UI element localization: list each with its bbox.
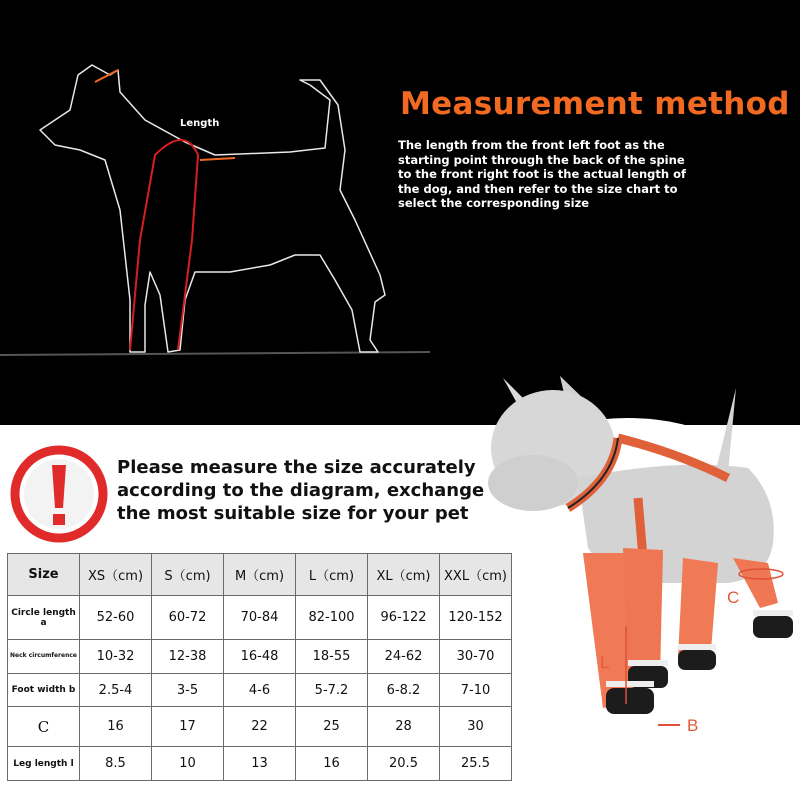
row-label: C (8, 707, 80, 747)
table-cell: 5-7.2 (296, 673, 368, 707)
annotation-l: L (600, 653, 610, 672)
dog-outline (40, 65, 385, 352)
table-cell: 20.5 (368, 747, 440, 781)
header-xl: XL（cm) (368, 554, 440, 596)
table-cell: 6-8.2 (368, 673, 440, 707)
length-label: Length (180, 118, 220, 129)
annotation-b: B (687, 716, 699, 735)
table-row (8, 707, 512, 747)
table-cell: 28 (368, 707, 440, 747)
row-label: Foot width b (8, 673, 80, 707)
table-cell: 16 (296, 747, 368, 781)
header-m: M（cm) (224, 554, 296, 596)
exclamation-warning-icon (10, 445, 108, 543)
table-cell: 70-84 (224, 596, 296, 640)
collar-accent (95, 70, 118, 82)
size-header-row (8, 554, 512, 596)
header-xs: XS（cm) (80, 554, 152, 596)
table-cell: 3-5 (152, 673, 224, 707)
annotation-c: C (727, 588, 740, 607)
dog-silhouette-diagram (0, 40, 430, 370)
table-cell: 7-10 (440, 673, 512, 707)
row-label: Circle length a (8, 596, 80, 640)
rear-right-boot (733, 558, 778, 608)
header-s: S（cm) (152, 554, 224, 596)
table-cell: 96-122 (368, 596, 440, 640)
header-l: L（cm) (296, 554, 368, 596)
table-cell: 24-62 (368, 640, 440, 674)
table-cell: 82-100 (296, 596, 368, 640)
table-cell: 22 (224, 707, 296, 747)
table-cell: 13 (224, 747, 296, 781)
measurement-description: The length from the front left foot as the starting point through the back of the spine to the front right foot is the actual length of the dog, and then refer to the size chart to select the corresponding size (398, 138, 686, 210)
table-cell: 16-48 (224, 640, 296, 674)
table-cell: 60-72 (152, 596, 224, 640)
header-size: Size (8, 554, 80, 596)
row-label: Leg length l (8, 747, 80, 781)
table-cell: 16 (80, 707, 152, 747)
table-cell: 120-152 (440, 596, 512, 640)
table-cell: 30 (440, 707, 512, 747)
table-cell: 18-55 (296, 640, 368, 674)
table-cell: 52-60 (80, 596, 152, 640)
table-cell: 8.5 (80, 747, 152, 781)
table-cell: 4-6 (224, 673, 296, 707)
table-row (8, 673, 512, 707)
table-cell: 2.5-4 (80, 673, 152, 707)
notice-text: Please measure the size accurately according to the diagram, exchange the most suitable size for your pet (117, 457, 485, 524)
table-cell: 25.5 (440, 747, 512, 781)
table-row (8, 596, 512, 640)
table-row (8, 747, 512, 781)
measurement-title: Measurement method (400, 86, 790, 122)
size-chart-table (7, 553, 512, 781)
table-cell: 30-70 (440, 640, 512, 674)
table-cell: 17 (152, 707, 224, 747)
mannequin-dog-image (478, 368, 800, 748)
table-cell: 10-32 (80, 640, 152, 674)
table-cell: 10 (152, 747, 224, 781)
table-cell: 25 (296, 707, 368, 747)
table-row (8, 640, 512, 674)
row-label: Neck circumference (8, 640, 80, 674)
table-cell: 12-38 (152, 640, 224, 674)
header-xxl: XXL（cm) (440, 554, 512, 596)
